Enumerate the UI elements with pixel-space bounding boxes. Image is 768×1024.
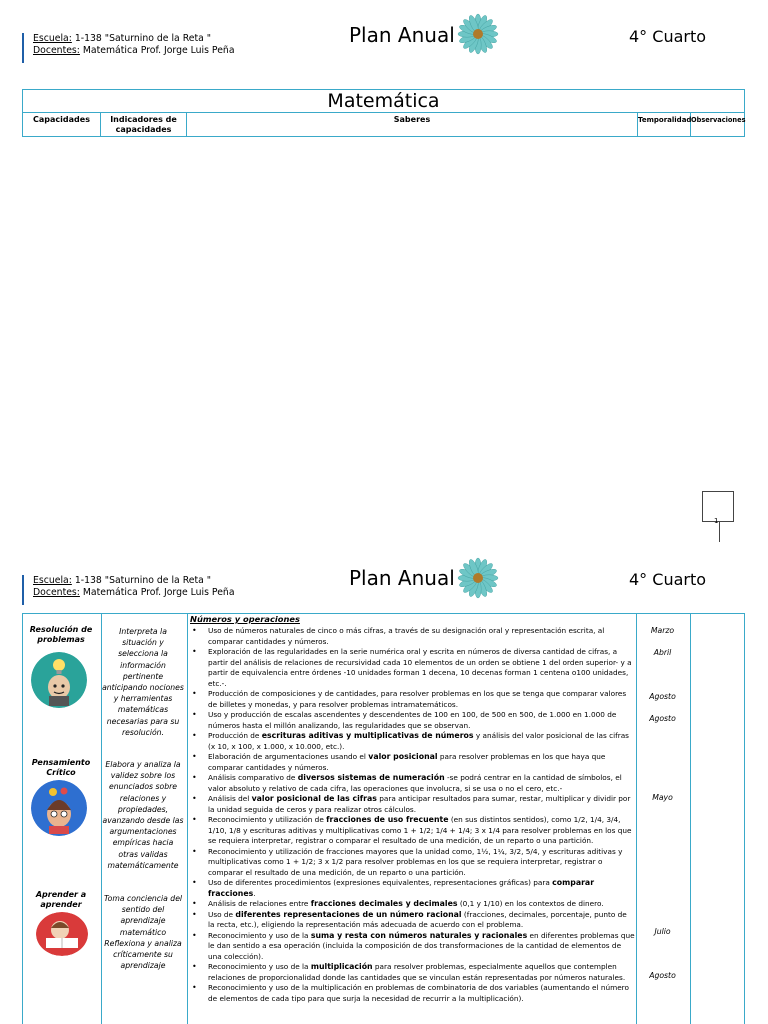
grade-label: 4° Cuarto — [629, 570, 707, 589]
month-label: Agosto — [649, 714, 676, 723]
docentes-label: Docentes: — [33, 45, 80, 56]
saber-item — [187, 878, 635, 899]
lightbulb-head-icon — [31, 652, 87, 708]
saber-highlight: valor posicional de las cifras — [251, 794, 377, 803]
month-label: Agosto — [649, 971, 676, 980]
saber-text: Uso y producción de escalas ascendentes y descendentes de 100 en 100, de 500 en 500, de 1.000 en 1.000 de números hasta el millón analizando, las regularidades que se observan. — [208, 710, 617, 730]
saber-text: (en sus distintos sentidos), como 1/2, 1/4, 3/4, 1/10, 1/8 y escrituras aditivas y multiplicativas como 1 + 1/2; 1/4 + 1/4; 3 x 1/4 para resolver problemas en los que se requiera interpretar, registrar o comparar el resultado de una medición, de un reparto o una partición. — [208, 815, 632, 845]
saber-item — [187, 962, 635, 983]
saber-item — [187, 710, 635, 731]
saber-text: Reconocimiento y utilización de — [208, 815, 327, 824]
saber-highlight: fracciones decimales y decimales — [310, 899, 458, 908]
capacity-indicator: Toma conciencia del sentido del aprendizaje matemático Reflexiona y analiza críticamente su aprendizaje — [103, 894, 183, 971]
saber-highlight: diversos sistemas de numeración — [297, 773, 445, 782]
grade-label: 4° Cuarto — [629, 27, 707, 46]
docentes-value: Matemática Prof. Jorge Luis Peña — [82, 587, 235, 598]
col-capacidades: Capacidades — [23, 113, 101, 136]
saber-text: Análisis de relaciones entre — [208, 899, 311, 908]
capacity-label: Pensamiento Crítico — [31, 758, 91, 777]
school-header — [22, 33, 235, 63]
docentes-label: Docentes: — [33, 587, 80, 598]
saber-text: para resolver problemas en los que haya que comparar cantidades y números. — [208, 752, 606, 772]
capacity-indicator: Interpreta la situación y selecciona la información pertinente anticipando nociones y herramientas matemáticas necesarias para su resolución. — [102, 627, 184, 737]
saber-text: Reconocimiento y utilización de fracciones mayores que la unidad como, 1½, 1¼, 3/2, 5/4, y escrituras aditivas y multiplicativas como 1 + 1/2; 3 x 1/2 para resolver problemas en los que se requiera interpretar, registrar o comparar el resultado de una medición, de un reparto o una partición. — [208, 846, 623, 877]
book-reader-icon — [36, 912, 88, 956]
saber-text: Reconocimiento y uso de la — [208, 962, 311, 971]
saber-text: Producción de — [208, 731, 262, 740]
saber-text: Producción de composiciones y de cantidades, para resolver problemas en los que se tenga que comparar valores de billetes y monedas, y para resolver problemas intramatemáticos. — [208, 689, 627, 709]
saber-text: (fracciones, decimales, porcentaje, punto de la recta, etc.), eligiendo la representación más adecuada de acuerdo con el problema. — [208, 909, 627, 929]
saberes-list — [187, 626, 635, 1004]
saber-text: Reconocimiento y uso de la multiplicación en problemas de combinatoria de dos variables (aumentando el número de elementos de cada tipo para que surja la necesidad de recurrir a la multiplicación). — [208, 983, 629, 1003]
saber-item — [187, 910, 635, 931]
saber-text: Uso de — [208, 909, 236, 919]
saber-text: Análisis comparativo de — [208, 773, 298, 782]
saber-text: Uso de números naturales de cinco o más cifras, a través de su designación oral y representación escrita, al comparar cantidades y números. — [208, 626, 605, 646]
escuela-label: Escuela: — [33, 33, 72, 44]
saber-item — [187, 773, 635, 794]
subject-title: Matemática — [23, 90, 744, 113]
escuela-label: Escuela: — [33, 575, 72, 586]
saber-item — [187, 847, 635, 879]
saber-highlight: comparar fracciones — [208, 878, 595, 898]
month-label: Abril — [653, 648, 672, 657]
saber-text: . — [253, 888, 256, 898]
month-label: Julio — [654, 927, 671, 936]
daisy-flower-icon — [457, 13, 499, 55]
saber-text: para anticipar resultados para sumar, restar, multiplicar y dividir por la unidad seguida de ceros y para realizar otros cálculos. — [208, 794, 631, 814]
month-label: Marzo — [650, 626, 675, 635]
saber-text: Exploración de las regularidades en la serie numérica oral y escrita en números de diversa cantidad de cifras, a partir del análisis de relaciones de recursividad cada 10 elementos de un orden se obtiene 1 del orden superior- y a partir de equivalencia entre órdenes -10 unidades forman 1 decena, 10 decenas forman 1 centena o100 unidades, etc.-. — [208, 647, 632, 688]
saber-text: Reconocimiento y uso de la — [208, 930, 311, 940]
col-saberes: Saberes — [187, 113, 638, 136]
saber-highlight: diferentes representaciones de un número racional — [235, 909, 462, 919]
saber-text: en diferentes problemas que le dan sentido a esa operación (incluida la composición de dos transformaciones de la cantidad de elementos de una colección). — [208, 930, 635, 961]
plan-title: Plan Anual — [349, 566, 455, 590]
saber-text: Elaboración de argumentaciones usando el — [208, 752, 369, 761]
saber-highlight: suma y resta con números naturales y racionales — [310, 930, 528, 940]
page-number: 1 — [714, 517, 719, 525]
school-header — [22, 575, 235, 605]
saber-item — [187, 689, 635, 710]
saber-text: y análisis del valor posicional de las cifras (x 10, x 100, x 1.000, x 10.000, etc.). — [208, 731, 629, 751]
plan-table-header — [22, 89, 745, 137]
month-label: Mayo — [652, 793, 673, 802]
col-indicadores: Indicadores de capacidades — [101, 113, 187, 136]
saber-highlight: valor posicional — [368, 752, 438, 761]
section-heading: Números y operaciones — [190, 614, 300, 624]
saber-item — [187, 899, 635, 910]
saber-highlight: escrituras aditivas y multiplicativas de números — [261, 731, 474, 740]
saber-item — [187, 626, 635, 647]
escuela-value: 1-138 "Saturnino de la Reta " — [74, 33, 212, 44]
saber-item — [187, 983, 635, 1004]
saber-item — [187, 794, 635, 815]
col-temporalidad: Temporalidad — [638, 113, 691, 136]
saber-text: (0,1 y 1/10) en los contextos de dinero. — [457, 899, 604, 908]
col-observaciones: Observaciones — [691, 116, 746, 124]
capacity-indicator: Elabora y analiza la validez sobre los enunciados sobre relaciones y propiedades, avanzando desde las argumentaciones empíricas hacia otras validas matemáticamente — [102, 760, 184, 870]
month-label: Agosto — [649, 692, 676, 701]
capacity-label: Resolución de problemas — [29, 625, 93, 644]
daisy-flower-icon — [457, 557, 499, 599]
saber-item — [187, 931, 635, 963]
saber-item — [187, 647, 635, 689]
saber-highlight: multiplicación — [310, 962, 373, 971]
saber-text: para resolver problemas, especialmente aquellos que contemplen relaciones de proporcionalidad donde las cantidades que se vinculan están representadas por números naturales. — [208, 962, 626, 982]
plan-title: Plan Anual — [349, 23, 455, 47]
saber-highlight: fracciones de uso frecuente — [326, 815, 449, 824]
gears-head-icon — [31, 780, 87, 836]
saber-text: Análisis del — [208, 794, 252, 803]
saber-item — [187, 752, 635, 773]
docentes-value: Matemática Prof. Jorge Luis Peña — [82, 45, 235, 56]
saber-item — [187, 815, 635, 847]
capacity-label: Aprender a aprender — [35, 890, 87, 909]
page-number-tail — [719, 522, 720, 542]
saber-text: -se podrá centrar en la cantidad de símbolos, el valor absoluto y relativo de cada cifra, las operaciones que involucra, si se usa o no el cero, etc.- — [208, 773, 622, 793]
escuela-value: 1-138 "Saturnino de la Reta " — [74, 575, 212, 586]
saber-item — [187, 731, 635, 752]
saber-text: Uso de diferentes procedimientos (expresiones equivalentes, representaciones gráficas) para — [208, 878, 553, 887]
